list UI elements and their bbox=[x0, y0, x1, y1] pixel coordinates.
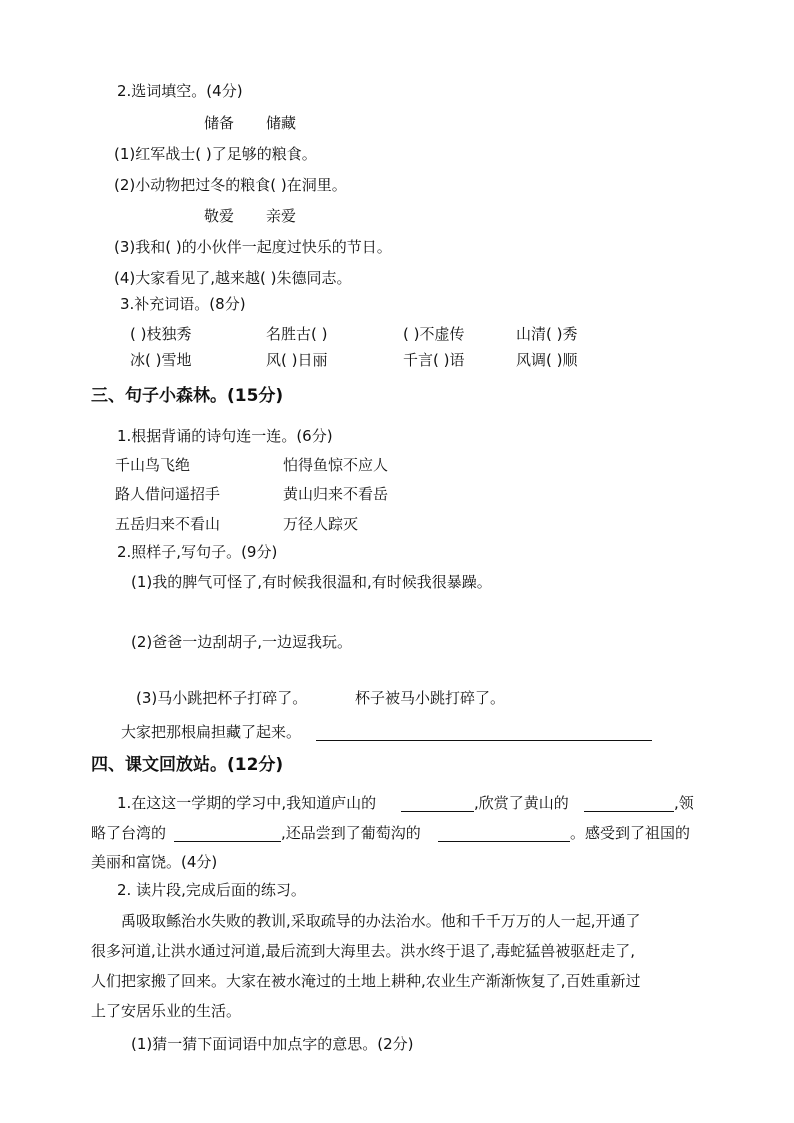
example-sentence-3b: 杯子被马小跳打碎了。 bbox=[355, 689, 506, 707]
word-choice-b1: 敬爱 bbox=[204, 207, 235, 225]
question-4-1-text: 美丽和富饶。(4分) bbox=[91, 853, 218, 871]
fill-item-1: (1)红军战士( )了足够的粮食。 bbox=[114, 145, 317, 163]
answer-blank[interactable] bbox=[174, 841, 281, 842]
question-4-1-text: ,领 bbox=[674, 794, 694, 812]
question-3-title: 3.补充词语。(8分) bbox=[120, 295, 246, 313]
poem-left-line: 路人借问遥招手 bbox=[115, 485, 221, 503]
idiom-item: 山清( )秀 bbox=[516, 325, 578, 343]
section-3-heading: 三、句子小森林。(15分) bbox=[91, 386, 284, 406]
poem-right-line: 万径人踪灭 bbox=[283, 515, 359, 533]
question-4-1-text: 略了台湾的 bbox=[91, 824, 167, 842]
question-4-1-text: 。感受到了祖国的 bbox=[570, 824, 691, 842]
example-sentence-3c: 大家把那根扁担藏了起来。 bbox=[121, 723, 302, 741]
answer-blank[interactable] bbox=[401, 811, 474, 812]
idiom-item: 风调( )顺 bbox=[516, 351, 578, 369]
question-3-2-title: 2.照样子,写句子。(9分) bbox=[117, 543, 278, 561]
word-choice-b2: 亲爱 bbox=[266, 207, 297, 225]
word-choice-a2: 储藏 bbox=[266, 114, 297, 132]
idiom-item: 千言( )语 bbox=[403, 351, 465, 369]
word-choice-a1: 储备 bbox=[204, 114, 235, 132]
poem-right-line: 怕得鱼惊不应人 bbox=[283, 456, 389, 474]
question-4-1-text: ,欣赏了黄山的 bbox=[474, 794, 569, 812]
example-sentence-2: (2)爸爸一边刮胡子,一边逗我玩。 bbox=[131, 633, 353, 651]
idiom-item: ( )不虚传 bbox=[403, 325, 465, 343]
fill-item-2: (2)小动物把过冬的粮食( )在洞里。 bbox=[114, 176, 347, 194]
idiom-item: 冰( )雪地 bbox=[130, 351, 192, 369]
question-4-1-text: 1.在这这一学期的学习中,我知道庐山的 bbox=[117, 794, 377, 812]
sub-question-1: (1)猜一猜下面词语中加点字的意思。(2分) bbox=[131, 1035, 414, 1053]
idiom-item: 名胜古( ) bbox=[266, 325, 328, 343]
idiom-item: ( )枝独秀 bbox=[130, 325, 192, 343]
question-4-2-title: 2. 读片段,完成后面的练习。 bbox=[117, 881, 306, 899]
poem-right-line: 黄山归来不看岳 bbox=[283, 485, 389, 503]
fill-item-3: (3)我和( )的小伙伴一起度过快乐的节日。 bbox=[114, 238, 392, 256]
poem-left-line: 五岳归来不看山 bbox=[115, 515, 221, 533]
section-4-heading: 四、课文回放站。(12分) bbox=[91, 755, 284, 775]
answer-blank[interactable] bbox=[584, 811, 674, 812]
passage-line: 人们把家搬了回来。大家在被水淹过的土地上耕种,农业生产渐渐恢复了,百姓重新过 bbox=[91, 972, 641, 990]
question-2-title: 2.选词填空。(4分) bbox=[117, 82, 243, 100]
answer-line[interactable] bbox=[316, 740, 652, 741]
example-sentence-1: (1)我的脾气可怪了,有时候我很温和,有时候我很暴躁。 bbox=[131, 573, 492, 591]
idiom-item: 风( )日丽 bbox=[266, 351, 328, 369]
question-3-1-title: 1.根据背诵的诗句连一连。(6分) bbox=[117, 427, 333, 445]
passage-line: 很多河道,让洪水通过河道,最后流到大海里去。洪水终于退了,毒蛇猛兽被驱赶走了, bbox=[91, 942, 636, 960]
example-sentence-3a: (3)马小跳把杯子打碎了。 bbox=[136, 689, 308, 707]
answer-blank[interactable] bbox=[438, 841, 570, 842]
fill-item-4: (4)大家看见了,越来越( )朱德同志。 bbox=[114, 269, 352, 287]
poem-left-line: 千山鸟飞绝 bbox=[115, 456, 191, 474]
passage-line: 禹吸取鲧治水失败的教训,采取疏导的办法治水。他和千千万万的人一起,开通了 bbox=[121, 912, 641, 930]
question-4-1-text: ,还品尝到了葡萄沟的 bbox=[281, 824, 421, 842]
passage-line: 上了安居乐业的生活。 bbox=[91, 1002, 242, 1020]
